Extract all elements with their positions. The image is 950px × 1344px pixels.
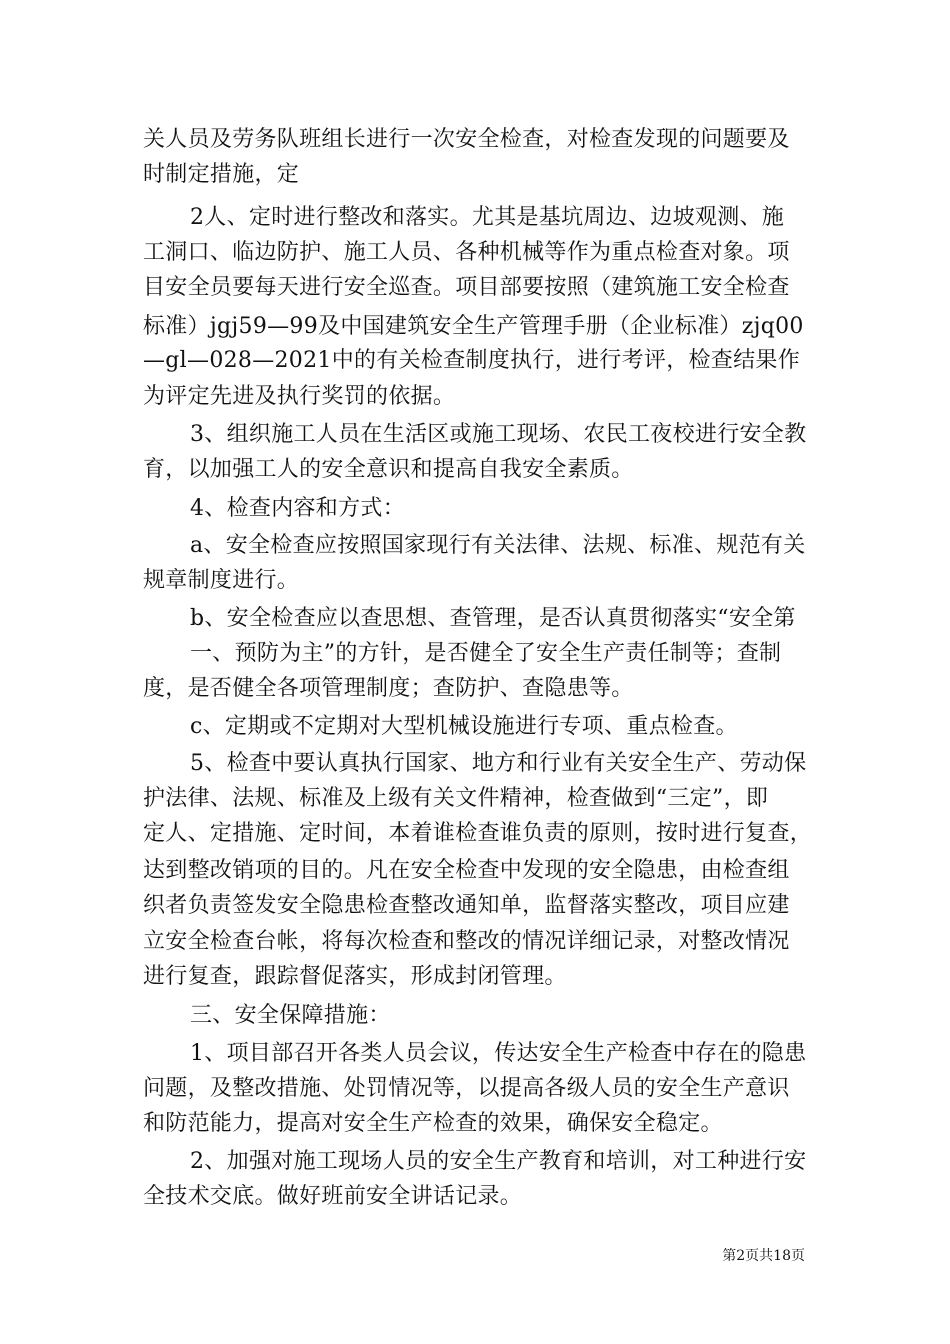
section-heading: 三、安全保障措施： — [190, 1003, 391, 1028]
text-line: 1、项目部召开各类人员会议，传达安全生产检查中存在的隐患 — [190, 1041, 807, 1066]
text-line: 护法律、法规、标准及上级有关文件精神，检查做到“三定”，即 — [143, 786, 769, 811]
text-line: b、安全检查应以查思想、查管理，是否认真贯彻落实“安全第 — [190, 606, 796, 631]
text-line: 度，是否健全各项管理制度；查防护、查隐患等。 — [143, 676, 634, 701]
text-line: 定人、定措施、定时间，本着谁检查谁负责的原则，按时进行复查， — [143, 821, 813, 846]
text-line: 5、检查中要认真执行国家、地方和行业有关安全生产、劳动保 — [190, 751, 807, 776]
text-line: c、定期或不定期对大型机械设施进行专项、重点检查。 — [190, 714, 738, 739]
text-line: 育，以加强工人的安全意识和提高自我安全素质。 — [143, 457, 634, 482]
text-line: 织者负责签发安全隐患检查整改通知单，监督落实整改，项目应建 — [143, 893, 790, 918]
text-line: 3、组织施工人员在生活区或施工现场、农民工夜校进行安全教 — [190, 422, 807, 447]
text-line: 进行复查，跟踪督促落实，形成封闭管理。 — [143, 964, 567, 989]
page-number-footer: 第2页共18页 — [722, 1248, 805, 1264]
text-line: 达到整改销项的目的。凡在安全检查中发现的安全隐患，由检查组 — [143, 858, 790, 883]
text-line: 规章制度进行。 — [143, 568, 300, 593]
text-line: 目安全员要每天进行安全巡查。项目部要按照（建筑施工安全检查 — [143, 275, 790, 300]
text-line: 立安全检查台帐，将每次检查和整改的情况详细记录，对整改情况 — [143, 929, 790, 954]
text-line: a、安全检查应按照国家现行有关法律、法规、标准、规范有关 — [190, 533, 806, 558]
text-line: —gl—028—2021中的有关检查制度执行，进行考评，检查结果作 — [143, 348, 800, 373]
text-line: 问题，及整改措施、处罚情况等，以提高各级人员的安全生产意识 — [143, 1076, 790, 1101]
text-line: 和防范能力，提高对安全生产检查的效果，确保安全稳定。 — [143, 1111, 723, 1136]
text-line: 全技术交底。做好班前安全讲话记录。 — [143, 1184, 523, 1209]
text-line: 标准）jgj59—99及中国建筑安全生产管理手册（企业标准）zjq00 — [143, 314, 804, 339]
text-line: 4、检查内容和方式： — [190, 496, 405, 521]
text-line: 时制定措施，定 — [143, 162, 300, 187]
text-line: 工洞口、临边防护、施工人员、各种机械等作为重点检查对象。项 — [143, 240, 790, 265]
text-line: 为评定先进及执行奖罚的依据。 — [143, 384, 456, 409]
text-line: 2人、定时进行整改和落实。尤其是基坑周边、边坡观测、施 — [190, 205, 785, 230]
text-line: 2、加强对施工现场人员的安全生产教育和培训，对工种进行安 — [190, 1149, 807, 1174]
text-line: 一、预防为主”的方针，是否健全了安全生产责任制等；查制 — [190, 641, 782, 666]
text-line: 关人员及劳务队班组长进行一次安全检查，对检查发现的问题要及 — [143, 127, 790, 152]
